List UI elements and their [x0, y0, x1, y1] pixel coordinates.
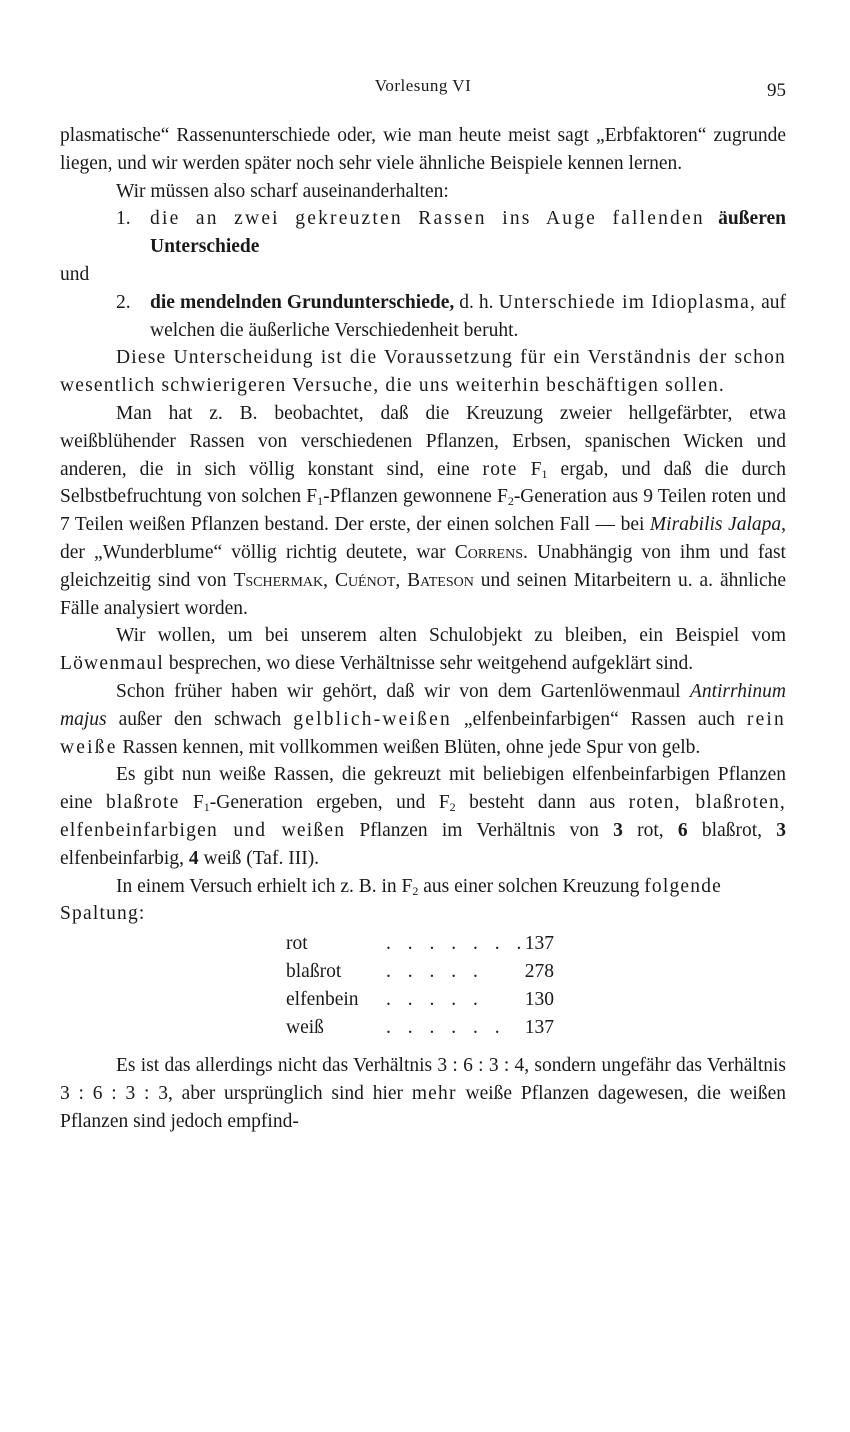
list-number: 2. — [116, 291, 131, 313]
paragraph-5: Wir wollen, um bei unserem alten Schulobjekt zu bleiben, ein Beispiel vom Löwenmaul besprechen, wo diese Verhältnisse sehr weitgehend aufgeklärt sind. — [60, 625, 786, 675]
spaced-text: roten, blaßroten, elfenbeinfarbigen und weißen — [60, 792, 786, 841]
paragraph-2: Wir müssen also scharf auseinanderhalten: — [116, 180, 449, 202]
list-bold-text: äußeren Unterschiede — [150, 208, 787, 258]
list-item-2: 2. die mendelnden Grundunterschiede, d. h. Unterschiede im Idioplasma, auf welchen die äußerliche Verschiedenheit beruht. — [60, 289, 786, 345]
row-label: rot — [286, 933, 308, 955]
paragraph-1: plasmatische“ Rassenunterschiede oder, wie man heute meist sagt „Erbfaktoren“ zugrunde liegen, und wir werden später noch sehr viele ähnliche Beispiele kennen lernen. — [60, 125, 786, 174]
paragraph-3: Diese Unterscheidung ist die Voraussetzung für ein Verständnis der schon wesentlich schwierigeren Versuche, die uns weiterhin beschäftigen sollen. — [60, 347, 786, 397]
row-label: elfenbein — [286, 989, 359, 1011]
spaced-text: folgende Spaltung: — [60, 875, 723, 925]
paragraph-4: Man hat z. B. beobachtet, daß die Kreuzung zweier hellgefärbter, etwa weißblühender Rassen von verschiedenen Pflanzen, Erbsen, spanischen Wicken und anderen, die in sich völlig konstant sind, eine rote $F_1$ ergab, und daß die durch Selbstbefruchtung von solchen $F_1$-Pflanzen gewonnene $F_2$-Generation aus 9 Teilen roten und 7 Teilen weißen Pflanzen bestand. Der erste, der einen solchen Fall — bei Mirabilis Jalapa, der „Wunderblume“ völlig richtig deutete, war Correns. Unabhängig von ihm und fast gleichzeitig sind von Tschermak, Cuénot, Bateson und seinen Mitarbeitern u. a. ähnliche Fälle analysiert worden. — [60, 402, 787, 619]
list-number: 1. — [116, 208, 131, 230]
table-row — [286, 958, 596, 986]
page-header — [60, 76, 786, 100]
list-item-1 — [60, 205, 786, 261]
author-name: Correns — [454, 541, 523, 563]
row-value: 130 — [524, 989, 554, 1011]
leader-dots: . . . . . . — [386, 1017, 506, 1039]
leader-dots: . . . . . — [386, 989, 484, 1011]
table-row — [286, 986, 596, 1014]
paragraph-6: Schon früher haben wir gehört, daß wir von dem Gartenlöwenmaul Antirrhinum majus außer den schwach gelblich-weißen „elfenbeinfarbigen“ Rassen auch rein weiße Rassen kennen, mit vollkommen weißen Blüten, ohne jede Spur von gelb. — [60, 680, 786, 758]
author-name: Cuénot — [334, 569, 396, 591]
spaced-text: blaßrote — [105, 792, 180, 814]
table-row — [286, 1014, 596, 1042]
page-number: 95 — [767, 80, 786, 101]
leader-dots: . . . . . — [386, 961, 484, 983]
paragraph-8: In einem Versuch erhielt ich z. B. in $F_2$ aus einer solchen Kreuzung folgende Spaltung: — [60, 875, 723, 925]
spaced-text: Unterschiede im Idioplasma, — [498, 291, 757, 313]
spaced-text: gelblich-weißen — [293, 708, 452, 730]
connector-word: und — [60, 263, 90, 285]
row-label: blaßrot — [286, 961, 342, 983]
list-bold-text: die mendelnden Grundunterschiede, — [150, 291, 455, 313]
row-value: 278 — [524, 961, 554, 983]
spaced-text: rein weiße — [60, 708, 786, 758]
list-text: die an zwei gekreuzten Rassen ins Auge fallenden — [150, 208, 705, 230]
leader-dots: . . . . . . . — [386, 933, 528, 955]
species-name: Mirabilis Jalapa — [649, 514, 782, 536]
spaced-text: rote — [482, 458, 518, 480]
body-text — [60, 122, 786, 1136]
row-value: 137 — [524, 933, 554, 955]
spaced-text: Löwenmaul — [60, 653, 164, 675]
species-name: Antirrhinum majus — [60, 680, 786, 730]
paragraph-9: Es ist das allerdings nicht das Verhältnis 3 : 6 : 3 : 4, sondern ungefähr das Verhältnis 3 : 6 : 3 : 3, aber ursprünglich sind hier mehr weiße Pflanzen dagewesen, die weißen Pflanzen sind jedoch empfind- — [60, 1055, 786, 1132]
author-name: Tschermak — [233, 569, 324, 591]
spaced-text: mehr — [411, 1082, 457, 1104]
author-name: Bateson — [407, 569, 474, 591]
paragraph-7: Es gibt nun weiße Rassen, die gekreuzt mit beliebigen elfenbeinfarbigen Pflanzen eine blaßrote $F_1$-Generation ergeben, und $F_2$ besteht dann aus roten, blaßroten, elfenbeinfarbigen und weißen Pflanzen im Verhältnis von 3 rot, 6 blaßrot, 3 elfenbeinfarbig, 4 weiß (Taf. III). — [60, 764, 787, 869]
running-head: Vorlesung VI — [374, 76, 472, 95]
table-row — [286, 930, 596, 958]
row-value: 137 — [524, 1017, 554, 1039]
segregation-table — [286, 930, 596, 1042]
row-label: weiß — [286, 1017, 324, 1039]
